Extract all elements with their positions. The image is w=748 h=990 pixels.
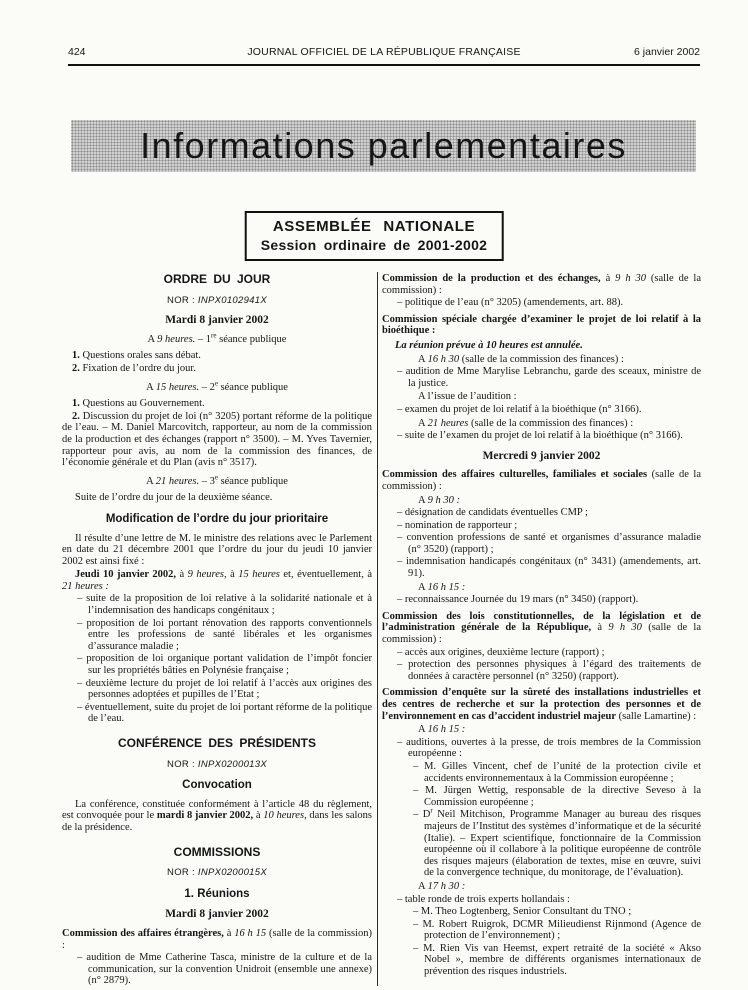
text-run: – reconnaissance Journée du 19 mars (n° 3450) (rapport). xyxy=(397,594,639,606)
text-run: Commission des lois constitutionnelles, de la législation et de l’administration générale de la République, xyxy=(382,610,701,634)
paragraph xyxy=(62,533,372,568)
text-run: 2. xyxy=(72,410,80,422)
text-run: – examen du projet de loi relatif à la bioéthique (n° 3166). xyxy=(397,403,642,415)
text-run: (salle de la commission) : xyxy=(382,469,701,492)
cancellation-note xyxy=(382,340,701,352)
list-item xyxy=(382,507,701,519)
text-run: 9 h 30 : xyxy=(427,494,461,506)
text-run: 21 heures : xyxy=(62,580,109,592)
text-run: – désignation de candidats éventuelles CMP ; xyxy=(397,507,588,519)
time-line xyxy=(418,881,701,893)
text-run: INPX0102941X xyxy=(197,294,267,306)
text-run: séance publique xyxy=(216,333,287,345)
paragraph xyxy=(62,799,372,834)
list-item xyxy=(382,366,701,389)
text-run: – proposition de loi organique portant validation de l’impôt foncier sur les propriétés bâties en Polynésie française ; xyxy=(77,653,372,677)
list-item xyxy=(62,678,372,701)
paragraph xyxy=(62,492,372,504)
text-run: A xyxy=(146,381,156,393)
section-banner xyxy=(71,120,696,172)
text-run: , à xyxy=(224,569,239,581)
text-run: et, éventuellement, à xyxy=(279,569,373,581)
numbered-item xyxy=(62,363,372,375)
text-run: Suite de l’ordre du jour de la deuxième séance. xyxy=(75,492,273,504)
section-heading xyxy=(62,844,372,859)
sub-list-item xyxy=(382,785,701,808)
text-run: A xyxy=(418,581,428,593)
column-left xyxy=(62,268,372,986)
text-run: – indemnisation handicapés congénitaux (n° 3431) (amendements, art. 91). xyxy=(397,556,701,580)
journal-title: JOURNAL OFFICIEL DE LA RÉPUBLIQUE FRANÇAISE xyxy=(247,46,521,58)
text-run: A xyxy=(418,494,428,506)
text-run: Commission spéciale chargée d’examiner le projet de loi relatif à la bioéthique : xyxy=(382,313,701,337)
content-columns xyxy=(62,268,701,986)
text-run: 15 heures. xyxy=(155,381,200,393)
text-run: INPX0200013X xyxy=(197,758,267,770)
text-run: (salle de la commission des finances) : xyxy=(468,417,634,429)
text-run: – suite de la proposition de loi relative à la solidarité nationale et à l’indemnisation des handicaps congénitaux ; xyxy=(77,593,372,617)
text-run: Mardi 8 janvier 2002 xyxy=(165,314,269,327)
text-run: – proposition de loi portant rénovation des rapports conventionnels entre les professions de santé libérales et les organismes d’assurance maladie ; xyxy=(77,617,372,652)
text-run: A xyxy=(147,333,158,345)
text-run: (salle de la commission) : xyxy=(382,273,701,296)
text-run: – M. Jürgen Wettig, responsable de la directive Seveso à la Commission européenne ; xyxy=(413,785,701,808)
text-run: 16 h 15 : xyxy=(427,581,466,593)
sub-list-item xyxy=(382,919,701,942)
subsection-heading xyxy=(62,780,372,792)
list-item xyxy=(62,653,372,676)
commission-heading xyxy=(382,469,701,492)
text-run: r xyxy=(430,806,433,815)
sub-list-item xyxy=(382,806,701,879)
text-run: – M. Gilles Vincent, chef de l’unité de la protection civile et accidents environnementaux à la Commission européenne ; xyxy=(413,760,701,784)
text-run: A xyxy=(418,417,428,429)
list-item xyxy=(382,594,701,606)
text-run: NOR : xyxy=(167,867,198,879)
date-heading xyxy=(382,451,701,463)
subsection-heading xyxy=(62,514,372,526)
sub-list-item xyxy=(382,943,701,978)
page-number: 424 xyxy=(68,46,86,58)
text-run: 1. xyxy=(72,350,80,362)
text-run: (salle de la commission) : xyxy=(62,927,373,951)
text-run: A xyxy=(418,353,428,365)
text-run: 9 h 30 xyxy=(615,273,646,284)
seance-line xyxy=(62,473,372,488)
section-heading xyxy=(62,274,372,286)
text-run: 2. xyxy=(72,362,80,374)
text-run: 1. Réunions xyxy=(184,887,250,900)
text-run: – protection des personnes physiques à l’égard des traitements de données à caractère personnel (n° 3250) (rapport). xyxy=(397,659,701,682)
commission-heading xyxy=(382,687,701,722)
text-run: à xyxy=(176,569,188,581)
commission-heading xyxy=(382,611,701,646)
text-run: – auditions, ouvertes à la presse, de trois membres de la Commission européenne : xyxy=(397,736,701,760)
text-run: – éventuellement, suite du projet de loi portant réforme de la politique de l’eau. xyxy=(77,701,372,725)
text-run: Jeudi 10 janvier 2002, xyxy=(75,569,176,581)
text-run: 9 h 30 xyxy=(608,622,642,634)
masthead-box xyxy=(245,211,504,261)
list-item xyxy=(382,659,701,682)
text-run: Commission de la production et des échanges, xyxy=(382,273,601,284)
time-line xyxy=(418,582,701,594)
text-run: – M. Rien Vis van Heemst, expert retraité de la société « Akso Nobel », membre de différents organismes internationaux de prévention des risques industriels. xyxy=(413,942,701,978)
text-run: 17 h 30 : xyxy=(427,880,466,892)
text-run: – 2 xyxy=(199,381,215,393)
nor-line xyxy=(62,295,372,307)
text-run: A xyxy=(418,724,428,736)
text-run: Convocation xyxy=(182,779,252,792)
text-run: Questions au Gouvernement. xyxy=(79,398,205,410)
text-run: A xyxy=(146,475,156,487)
time-line xyxy=(418,724,701,736)
numbered-item xyxy=(62,398,372,410)
text-run: A xyxy=(418,880,428,892)
text-run: – politique de l’eau (n° 3205) (amendements, art. 88). xyxy=(397,297,624,309)
header-rule xyxy=(68,64,700,66)
nor-line xyxy=(62,759,372,771)
text-run: A l’issue de l’audition : xyxy=(418,391,517,403)
text-run: 16 h 15 : xyxy=(427,724,466,736)
date-heading xyxy=(62,315,372,327)
text-run: Il résulte d’une lettre de M. le ministre des relations avec le Parlement en date du 21 décembre 2001 que l’ordre du jour du jeudi 10 janvier 2002 est ainsi fixé : xyxy=(62,532,372,567)
list-item xyxy=(62,952,372,987)
text-run: 9 heures xyxy=(187,569,225,581)
list-item xyxy=(382,520,701,532)
sub-list-item xyxy=(382,906,701,918)
text-run: 9 heures. xyxy=(157,333,196,345)
section-heading xyxy=(62,738,372,750)
time-line xyxy=(418,391,701,403)
text-run: – convention professions de santé et organismes d’assurance maladie (n° 3520) (rapport) ; xyxy=(397,532,701,555)
text-run: – suite de l’examen du projet de loi relatif à la bioéthique (n° 3166). xyxy=(397,430,683,442)
text-run: Fixation de l’ordre du jour. xyxy=(79,362,196,374)
text-run: Commission des affaires culturelles, familiales et sociales xyxy=(382,469,648,481)
time-line xyxy=(418,354,701,366)
text-run: à xyxy=(223,927,235,939)
text-run: – audition de Mme Catherine Tasca, ministre de la culture et de la communication, sur la convention Unidroit (ensemble une annexe) (n° 2879). xyxy=(77,952,372,987)
text-run: – accès aux origines, deuxième lecture (rapport) ; xyxy=(397,646,605,658)
time-line xyxy=(418,418,701,430)
issue-date: 6 janvier 2002 xyxy=(634,46,700,58)
list-item xyxy=(382,647,701,659)
subsection-heading xyxy=(62,889,372,901)
text-run: – D xyxy=(413,809,431,821)
list-item xyxy=(62,702,372,725)
text-run: INPX0200015X xyxy=(197,867,267,879)
text-run: La conférence, constituée conformément à l’article 48 du règlement, est convoquée pour le xyxy=(62,798,372,822)
banner-title: Informations parlementaires xyxy=(140,125,627,166)
text-run: – nomination de rapporteur ; xyxy=(397,519,518,531)
list-item xyxy=(382,404,701,416)
list-item xyxy=(382,297,701,309)
running-head xyxy=(68,46,700,60)
text-run: Mardi 8 janvier 2002 xyxy=(165,908,269,921)
text-run: à xyxy=(591,622,609,634)
text-run: Neil Mitchison, Programme Manager au bureau des risques majeurs de l’Institut des systèmes d’informatique et de la sécurité (Italie). – Expert scientifique, fonctionnaire de la Commission européenne où il collabore à la politique européenne de contrôle des risques majeurs (élaboration de textes, mise en œuvre, suivi de la convergence technique, du monitorage, de l’évaluation). xyxy=(424,809,701,879)
text-run: – 3 xyxy=(199,475,215,487)
text-run: Commission des affaires étrangères, xyxy=(62,927,224,939)
text-run: NOR : xyxy=(167,758,198,770)
text-run: – table ronde de trois experts hollandais : xyxy=(397,893,570,905)
list-item xyxy=(382,532,701,555)
text-run: 21 heures. xyxy=(155,475,200,487)
numbered-item xyxy=(62,411,372,469)
text-run: 16 h 30 xyxy=(427,353,460,365)
time-line xyxy=(418,495,701,507)
text-run: à xyxy=(253,810,264,822)
text-run: 21 heures xyxy=(427,417,469,429)
text-run: séance publique xyxy=(217,381,288,393)
text-run: 1. xyxy=(72,398,80,410)
text-run: CONFÉRENCE DES PRÉSIDENTS xyxy=(117,736,317,750)
seance-line xyxy=(62,331,372,346)
text-run: Questions orales sans débat. xyxy=(79,350,201,362)
text-run: NOR : xyxy=(167,294,198,306)
text-run: Mercredi 9 janvier 2002 xyxy=(482,449,601,462)
seance-line xyxy=(62,379,372,394)
nor-line xyxy=(62,867,372,879)
date-heading xyxy=(62,909,372,921)
column-divider xyxy=(377,272,378,986)
text-run: re xyxy=(211,331,217,340)
sub-list-item xyxy=(382,761,701,784)
commission-heading xyxy=(382,273,701,296)
commission-heading xyxy=(382,314,701,337)
text-run: Commission d’enquête sur la sûreté des installations industrielles et des centres de recherche et sur la protection des personnes et de l’environnement en cas d’accident industriel majeur xyxy=(382,687,701,722)
numbered-item xyxy=(62,350,372,362)
text-run: e xyxy=(214,473,218,482)
text-run: , dans les salons de la présidence. xyxy=(62,810,372,833)
text-run: (salle Lamartine) : xyxy=(616,710,697,722)
text-run: 10 heures xyxy=(263,810,305,822)
text-run: – audition de Mme Marylise Lebranchu, garde des sceaux, ministre de la justice. xyxy=(397,366,701,389)
text-run: 16 h 15 xyxy=(234,927,267,939)
text-run: – deuxième lecture du projet de loi relatif à l’accès aux origines des personnes adoptées et pupilles de l’Etat ; xyxy=(77,677,372,701)
masthead-subtitle: Session ordinaire de 2001-2002 xyxy=(260,237,488,253)
text-run: mardi 8 janvier 2002, xyxy=(156,810,254,822)
text-run: (salle de la commission des finances) : xyxy=(459,353,624,365)
text-run: – M. Theo Logtenberg, Senior Consultant du TNO ; xyxy=(413,906,632,918)
list-item xyxy=(382,556,701,579)
text-run: 15 heures xyxy=(238,569,280,581)
text-run: (salle de la commission) : xyxy=(382,622,701,646)
list-item xyxy=(382,894,701,906)
list-item xyxy=(382,737,701,760)
column-right xyxy=(382,268,701,986)
text-run: à xyxy=(600,273,616,284)
text-run: Discussion du projet de loi (n° 3205) portant réforme de la politique de l’eau. – M. Daniel Marcovitch, rapporteur, au nom de la commission de la production et des échanges (rapport n° 3500). – M. Yves Tavernier, rapporteur pour avis, au nom de la commission des finances, de l’économie générale et du Plan (avis n° 3517). xyxy=(62,410,372,469)
text-run: e xyxy=(214,379,218,388)
list-item xyxy=(62,593,372,616)
text-run: COMMISSIONS xyxy=(173,844,261,859)
text-run: – 1 xyxy=(195,333,212,345)
commission-heading xyxy=(62,928,372,951)
list-item xyxy=(382,430,701,442)
text-run: La réunion prévue à 10 heures est annulée. xyxy=(395,339,583,351)
list-item xyxy=(62,618,372,653)
masthead-title: ASSEMBLÉE NATIONALE xyxy=(272,218,476,235)
paragraph xyxy=(62,569,372,592)
text-run: séance publique xyxy=(217,475,288,487)
text-run: – M. Robert Ruigrok, DCMR Milieudienst Rijnmond (Agence de protection de l’environnement) ; xyxy=(413,918,701,942)
text-run: ORDRE DU JOUR xyxy=(163,272,271,286)
text-run: Modification de l’ordre du jour prioritaire xyxy=(105,512,329,525)
